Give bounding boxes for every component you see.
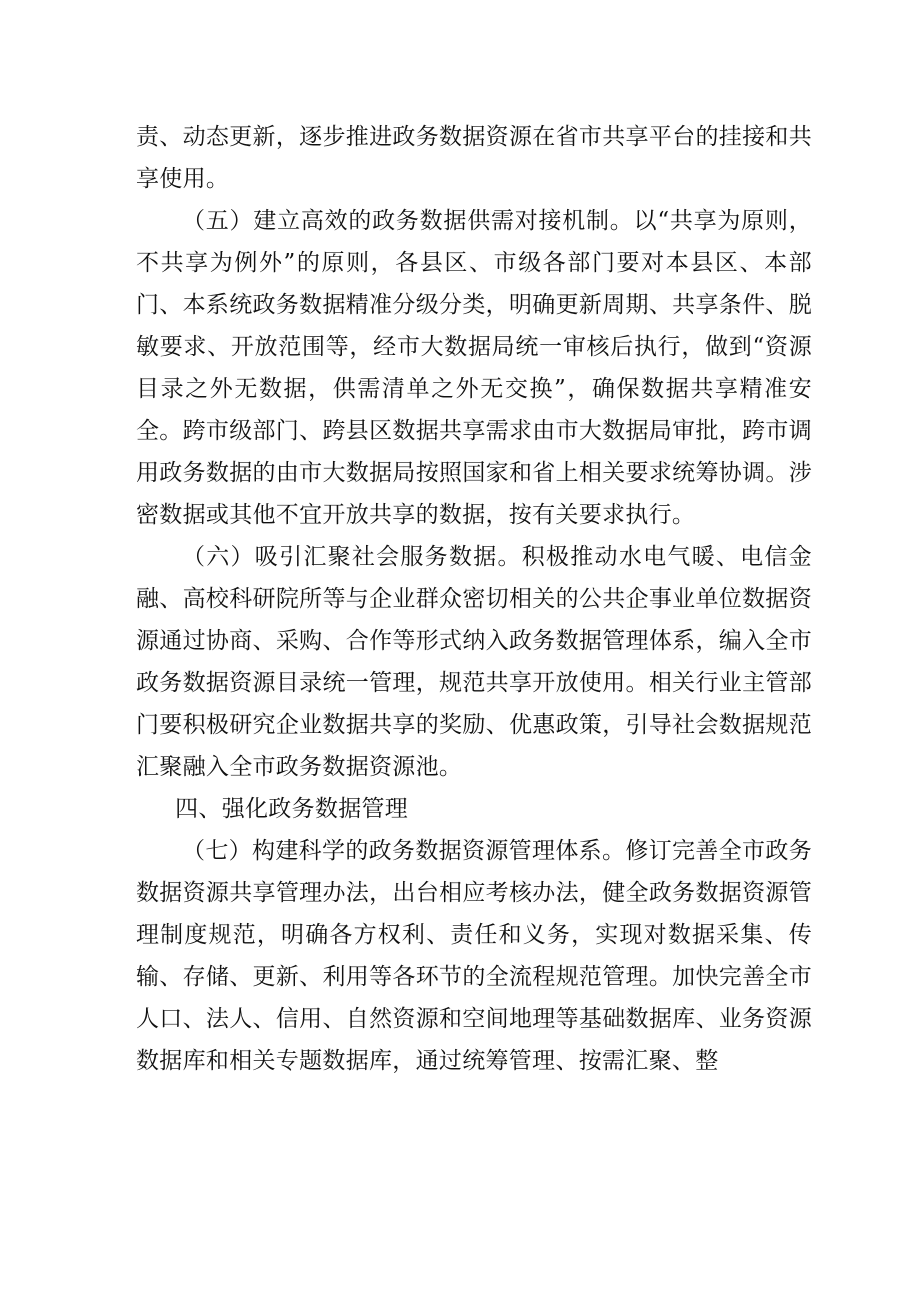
section-heading-4: 四、强化政务数据管理 <box>175 796 409 822</box>
document-body <box>136 116 812 1082</box>
paragraph-continuation: 责、动态更新，逐步推进政务数据资源在省市共享平台的挂接和共享使用。 <box>136 124 812 192</box>
paragraph-item-5: （五）建立高效的政务数据供需对接机制。以“共享为原则，不共享为例外”的原则，各县区、市级各部门要对本县区、本部门、本系统政务数据精准分级分类，明确更新周期、共享条件、脱敏要求、开放范围等，经市大数据局统一审核后执行，做到“资源目录之外无数据，供需清单之外无交换”，确保数据共享精准安全。跨市级部门、跨县区数据共享需求由市大数据局审批，跨市调用政务数据的由市大数据局按照国家和省上相关要求统筹协调。涉密数据或其他不宜开放共享的数据，按有关要求执行。 <box>136 208 812 528</box>
paragraph-item-7: （七）构建科学的政务数据资源管理体系。修订完善全市政务数据资源共享管理办法，出台相应考核办法，健全政务数据资源管理制度规范，明确各方权利、责任和义务，实现对数据采集、传输、存储、更新、利用等各环节的全流程规范管理。加快完善全市人口、法人、信用、自然资源和空间地理等基础数据库、业务资源数据库和相关专题数据库，通过统筹管理、按需汇聚、整 <box>136 838 812 1074</box>
paragraph-item-6: （六）吸引汇聚社会服务数据。积极推动水电气暖、电信金融、高校科研院所等与企业群众密切相关的公共企事业单位数据资源通过协商、采购、合作等形式纳入政务数据管理体系，编入全市政务数据资源目录统一管理，规范共享开放使用。相关行业主管部门要积极研究企业数据共享的奖励、优惠政策，引导社会数据规范汇聚融入全市政务数据资源池。 <box>136 544 812 780</box>
